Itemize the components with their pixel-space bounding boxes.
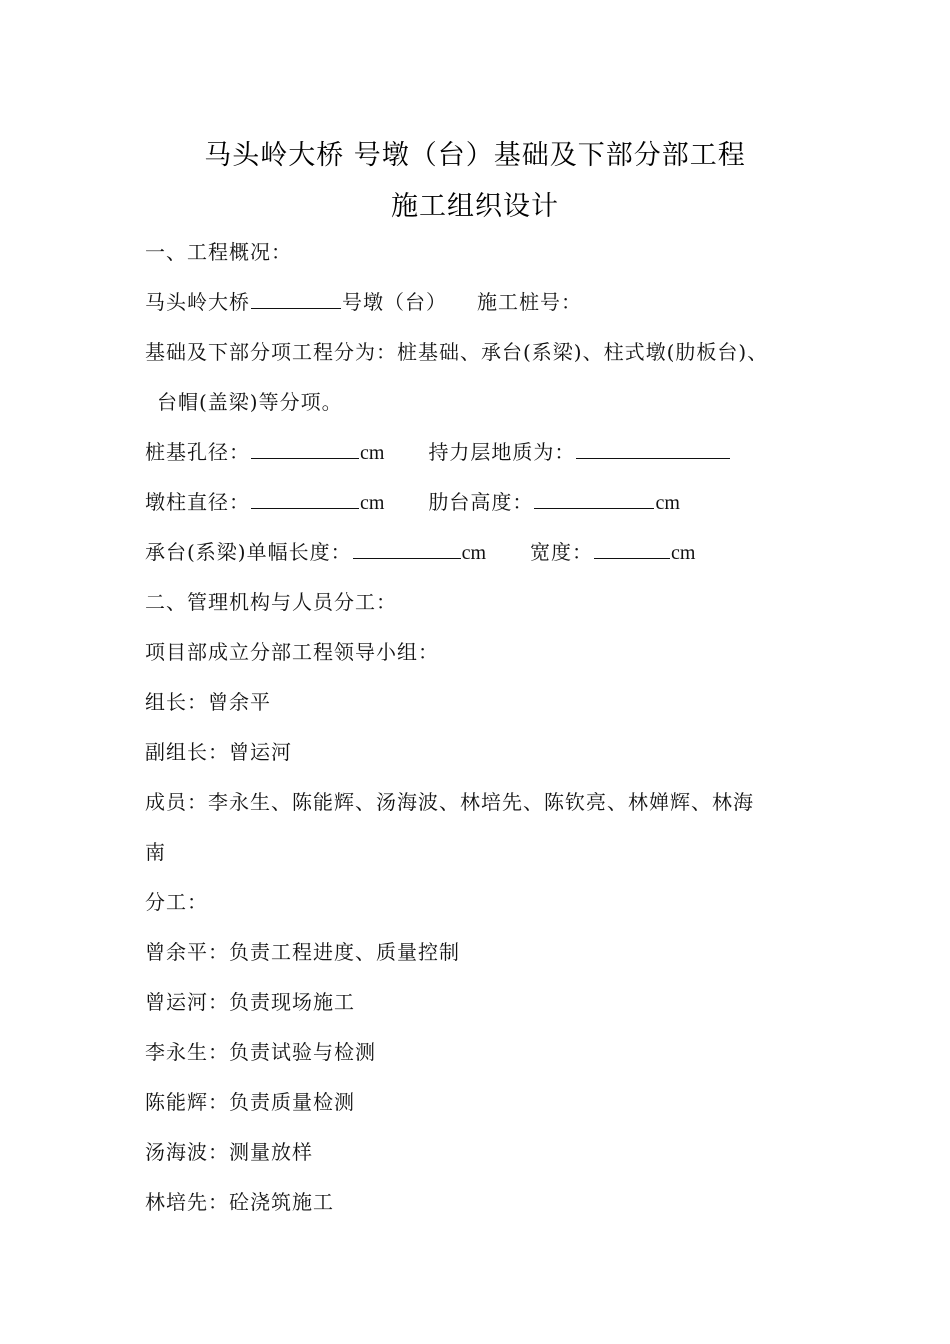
pier-number-blank xyxy=(251,288,341,309)
group-members-line-1: 成员：李永生、陈能辉、汤海波、林培先、陈钦亮、林婵辉、林海 xyxy=(145,790,754,814)
bridge-line xyxy=(145,288,582,316)
section2-heading: 二、管理机构与人员分工： xyxy=(145,590,397,614)
pier-diameter-unit: cm xyxy=(360,492,385,514)
group-deputy: 副组长：曾运河 xyxy=(145,740,292,764)
duty-item: 曾运河：负责现场施工 xyxy=(145,990,355,1014)
section1-heading: 一、工程概况： xyxy=(145,240,292,264)
group-intro: 项目部成立分部工程领导小组： xyxy=(145,640,439,664)
division-line-2: 台帽(盖梁)等分项。 xyxy=(157,390,343,414)
document-title: 马头岭大桥 号墩（台）基础及下部分部工程 xyxy=(204,140,746,171)
station-label: 施工桩号： xyxy=(477,290,582,314)
group-members-line-2: 南 xyxy=(145,840,166,864)
group-leader: 组长：曾余平 xyxy=(145,690,271,714)
rib-height-unit: cm xyxy=(655,492,680,514)
bridge-name: 马头岭大桥 xyxy=(145,290,250,314)
cap-length-line xyxy=(145,538,695,567)
rib-height-label: 肋台高度： xyxy=(428,490,534,514)
pier-diameter-line xyxy=(145,488,680,517)
duty-item: 李永生：负责试验与检测 xyxy=(145,1040,376,1064)
cap-length-unit: cm xyxy=(461,542,487,564)
document-subtitle: 施工组织设计 xyxy=(391,191,559,222)
division-line-1: 基础及下部分项工程分为：桩基础、承台(系梁)、柱式墩(肋板台)、 xyxy=(145,340,769,364)
pile-diameter-blank xyxy=(251,438,359,459)
pile-diameter-label: 桩基孔径： xyxy=(145,440,250,464)
pile-diameter-unit: cm xyxy=(360,442,385,464)
duty-item: 林培先：砼浇筑施工 xyxy=(145,1190,334,1214)
pier-diameter-label: 墩柱直径： xyxy=(145,490,250,514)
pier-label: 号墩（台） xyxy=(342,290,447,314)
bearing-layer-label: 持力层地质为： xyxy=(428,440,576,464)
duty-item: 曾余平：负责工程进度、质量控制 xyxy=(145,940,460,964)
rib-height-blank xyxy=(534,488,654,509)
width-unit: cm xyxy=(671,542,696,564)
width-blank xyxy=(594,538,670,559)
cap-length-blank xyxy=(353,538,461,559)
division-of-labor-heading: 分工： xyxy=(145,890,208,914)
cap-length-label: 承台(系梁)单幅长度： xyxy=(145,540,352,564)
width-label: 宽度： xyxy=(530,540,594,564)
pier-diameter-blank xyxy=(251,488,359,509)
duty-item: 汤海波：测量放样 xyxy=(145,1140,313,1164)
duty-item: 陈能辉：负责质量检测 xyxy=(145,1090,355,1114)
bearing-layer-blank xyxy=(576,438,730,459)
pile-diameter-line xyxy=(145,438,731,467)
